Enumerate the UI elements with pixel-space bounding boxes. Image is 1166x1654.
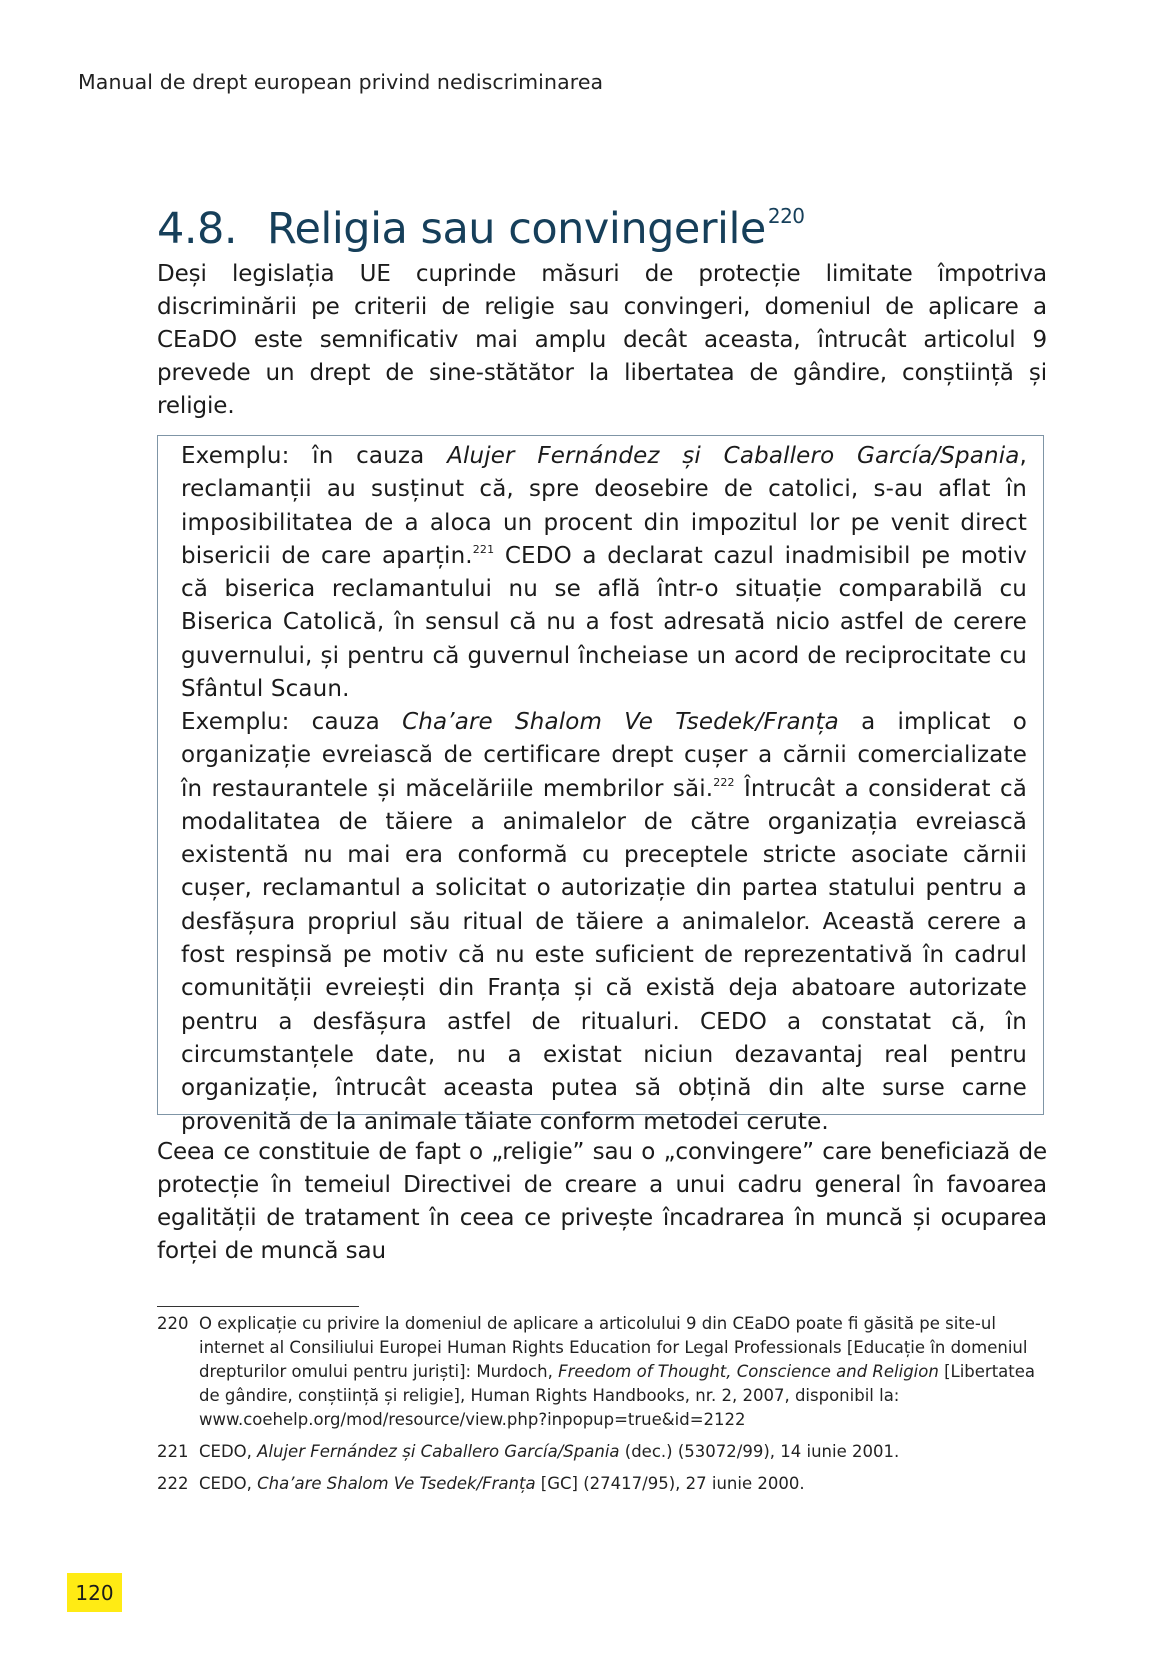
example-text: CEDO a declarat cazul inadmisibil pe motiv că biserica reclamantului nu se află într-o situație comparabilă cu Biserica Catolică, în sensul că nu a fost adresată nicio astfel de cerere guvernului, și pentru că guvernul încheiase un acord de reciprocitate cu Sfântul Scaun.: [181, 542, 1028, 703]
example-alujer: [181, 440, 1027, 706]
page-number: 120: [67, 1573, 122, 1612]
footnote-title: Cha’are Shalom Ve Tsedek/Franța: [257, 1474, 536, 1493]
example-chaare-shalom: [181, 706, 1027, 1139]
example-box: [157, 435, 1044, 1135]
example-lead: Exemplu: cauza: [181, 709, 403, 735]
closing-paragraph: Ceea ce constituie de fapt o „religie” sau o „convingere” care beneficiază de protecție în temeiul Directivei de creare a unui cadru general în favoarea egalității de tratament în ceea ce privește încadrarea în muncă și ocuparea forței de muncă sau: [157, 1139, 1047, 1264]
section-title: Religia sau convingerile: [267, 204, 766, 254]
footnote-text: [Libertatea de gândire, conștiință și religie], Human Rights Handbooks, nr. 2, 2007, disponibil la: www.coehelp.org/mod/resource/view.php?inpopup=true&id=2122: [199, 1362, 1036, 1429]
example-text: , reclamanții au susținut că, spre deosebire de catolici, s-au aflat în imposibilitatea de a aloca un procent din impozitul lor pe venit direct bisericii de care aparțin.: [181, 443, 1027, 569]
footnote-number: 221: [157, 1442, 189, 1461]
footnote-divider: [157, 1306, 359, 1307]
example-text: a implicat o organizație evreiască de certificare drept cușer a cărnii comercializate în restaurantele și măcelăriile membrilor săi.: [181, 709, 1027, 802]
case-name: Alujer Fernández și Caballero García/Spania: [447, 443, 1020, 469]
footnote-text: CEDO,: [199, 1474, 258, 1493]
footnote-title: Freedom of Thought, Conscience and Religion: [558, 1362, 939, 1381]
footnotes: [157, 1312, 1057, 1504]
intro-paragraph: Deși legislația UE cuprinde măsuri de protecție limitate împotriva discriminării pe criterii de religie sau convingeri, domeniul de aplicare a CEaDO este semnificativ mai amplu decât aceasta, întrucât articolul 9 prevede un drept de sine-stătător la libertatea de gândire, conștiință și religie.: [157, 261, 1047, 419]
footnote-220: [157, 1312, 1057, 1432]
footnote-number: 220: [157, 1314, 189, 1333]
running-header: Manual de drept european privind nediscriminarea: [78, 70, 604, 94]
footnote-text: (dec.) (53072/99), 14 iunie 2001.: [619, 1442, 900, 1461]
case-name: Cha’are Shalom Ve Tsedek/Franța: [402, 709, 839, 735]
footnote-221: [157, 1440, 1057, 1464]
example-lead: Exemplu: în cauza: [181, 443, 448, 469]
footnote-ref-222[interactable]: 222: [713, 775, 735, 789]
footnote-text: CEDO,: [199, 1442, 258, 1461]
footnote-title: Alujer Fernández și Caballero García/Spania: [257, 1442, 620, 1461]
section-number: 4.8.: [157, 204, 238, 254]
section-heading: [157, 186, 805, 259]
footnote-ref-220[interactable]: 220: [767, 204, 805, 228]
footnote-text: [GC] (27417/95), 27 iunie 2000.: [535, 1474, 805, 1493]
footnote-text: O explicație cu privire la domeniul de aplicare a articolului 9 din CEaDO poate fi găsită pe site-ul internet al Consiliului Europei Human Rights Education for Legal Professionals [Educație în domeniul drepturilor omului pentru juriști]: Murdoch,: [199, 1314, 1028, 1381]
footnote-number: 222: [157, 1474, 189, 1493]
footnote-ref-221[interactable]: 221: [472, 542, 495, 556]
example-text: Întrucât a considerat că modalitatea de tăiere a animalelor de către organizația evreiască existentă nu mai era conformă cu preceptele stricte asociate cărnii cușer, reclamantul a solicitat o autorizație din partea statului pentru a desfășura propriul său ritual de tăiere a animalelor. Această cerere a fost respinsă pe motiv că nu este suficient de reprezentativă în cadrul comunității evreiești din Franța și că există deja abatoare autorizate pentru a desfășura astfel de ritualuri. CEDO a constatat că, în circumstanțele date, nu a existat niciun dezavantaj real pentru organizație, întrucât aceasta putea să obțină din alte surse carne provenită de la animale tăiate conform metodei cerute.: [181, 775, 1027, 1135]
footnote-222: [157, 1472, 1057, 1496]
